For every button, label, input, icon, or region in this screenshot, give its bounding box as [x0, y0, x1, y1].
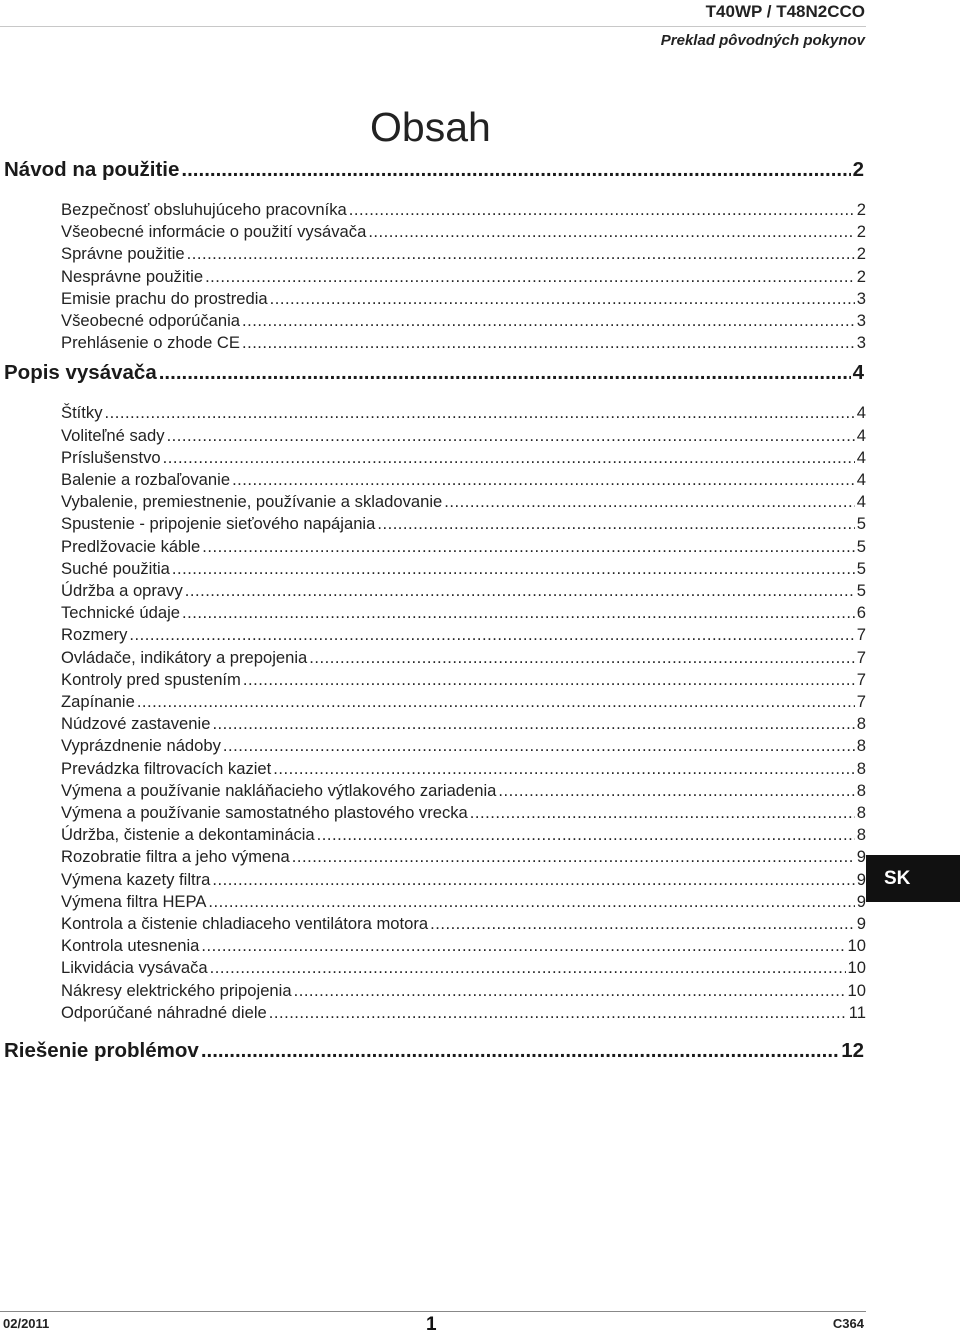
toc-entry-title: Výmena filtra HEPA: [61, 891, 207, 911]
toc-entry-title: Prevádzka filtrovacích kaziet: [61, 758, 272, 778]
toc-entry[interactable]: [61, 914, 866, 934]
toc-entry-title: Správne použitie: [61, 244, 185, 264]
toc-leader-dots: [242, 333, 855, 353]
toc-leader-dots: [430, 914, 855, 934]
toc-entry[interactable]: [61, 670, 866, 690]
toc-entry-page: 8: [856, 714, 866, 734]
toc-leader-dots: [187, 244, 855, 264]
toc-entry-title: Prehlásenie o zhode CE: [61, 333, 240, 353]
toc-entry-title: Technické údaje: [61, 603, 180, 623]
toc-entry-page: 4: [856, 470, 866, 489]
toc-entry-title: Bezpečnosť obsluhujúceho pracovníka: [61, 200, 347, 219]
toc-leader-dots: [269, 1003, 847, 1023]
footer-page-number: 1: [426, 1314, 437, 1335]
toc-entry-title: Emisie prachu do prostredia: [61, 288, 268, 308]
toc-entry-title: Spustenie - pripojenie sieťového napájania: [61, 514, 376, 534]
toc-leader-dots: [470, 803, 855, 823]
toc-leader-dots: [137, 692, 855, 712]
toc-entry-page: 6: [856, 603, 866, 623]
toc-entry[interactable]: [61, 692, 866, 712]
toc-entry[interactable]: [61, 736, 866, 756]
toc-entry[interactable]: [61, 559, 866, 579]
toc-entry-title: Odporúčané náhradné diele: [61, 1002, 267, 1022]
toc-section-entry[interactable]: [4, 361, 864, 385]
toc-entry-title: Príslušenstvo: [61, 447, 161, 467]
toc-entry-page: 4: [856, 403, 866, 423]
toc-leader-dots: [368, 222, 854, 242]
toc-leader-dots: [270, 289, 855, 309]
toc-entry-page: 2: [856, 222, 866, 242]
toc-entry[interactable]: [61, 892, 866, 912]
toc-entry[interactable]: [61, 781, 866, 801]
toc-entry-title: Nákresy elektrického pripojenia: [61, 980, 292, 1000]
toc-leader-dots: [242, 311, 855, 331]
toc-entry-page: 7: [856, 647, 866, 667]
toc-entry-title: Údržba, čistenie a dekontaminácia: [61, 825, 315, 845]
toc-entry-title: Výmena a používanie nakláňacieho výtlakového zariadenia: [61, 780, 497, 800]
toc-leader-dots: [273, 759, 854, 779]
toc-entry-title: Kontroly pred spustením: [61, 669, 241, 689]
toc-entry-title: Nesprávne použitie: [61, 266, 204, 286]
toc-leader-dots: [223, 736, 855, 756]
model-name: T40WP / T48N2CCO: [705, 2, 865, 21]
toc-entry[interactable]: [61, 936, 866, 956]
page-title: Obsah: [370, 104, 491, 150]
toc-entry-title: Riešenie problémov: [4, 1039, 199, 1062]
toc-entry-page: 8: [856, 780, 866, 800]
toc-entry[interactable]: [61, 492, 866, 512]
toc-leader-dots: [212, 870, 854, 890]
toc-entry-page: 5: [856, 514, 866, 534]
toc-entry[interactable]: [61, 267, 866, 287]
toc-entry-page: 7: [856, 625, 866, 645]
toc-entry-page: 4: [856, 425, 866, 445]
toc-entry-title: Všeobecné informácie o použití vysávača: [61, 222, 367, 242]
toc-entry-page: 11: [848, 1002, 866, 1022]
toc-entry-page: 4: [852, 361, 864, 385]
toc-entry-page: 8: [856, 825, 866, 845]
toc-entry-page: 2: [856, 200, 866, 219]
toc-entry[interactable]: [61, 200, 866, 220]
toc-entry-page: 4: [856, 447, 866, 467]
toc-entry-page: 5: [856, 536, 866, 556]
toc-entry-page: 9: [856, 891, 866, 911]
toc-leader-dots: [201, 1039, 839, 1063]
toc-entry-title: Výmena kazety filtra: [61, 869, 211, 889]
toc-entry[interactable]: [61, 426, 866, 446]
toc-entry-title: Kontrola a čistenie chladiaceho ventilátora motora: [61, 914, 429, 933]
toc-entry[interactable]: [61, 1003, 866, 1023]
toc-section-entry[interactable]: [4, 158, 864, 182]
toc-entry[interactable]: [61, 333, 866, 353]
toc-entry[interactable]: [61, 244, 866, 264]
toc-entry-title: Voliteľné sady: [61, 425, 165, 445]
toc-entry-title: Balenie a rozbaľovanie: [61, 470, 231, 489]
toc-entry[interactable]: [61, 847, 866, 867]
toc-entry-page: 12: [841, 1039, 864, 1062]
toc-leader-dots: [232, 470, 855, 490]
toc-entry[interactable]: [61, 222, 866, 242]
toc-entry-page: 8: [856, 803, 866, 822]
toc-entry-page: 3: [856, 311, 866, 330]
toc-entry-page: 3: [856, 333, 866, 353]
toc-entry-title: Núdzové zastavenie: [61, 714, 211, 734]
toc-entry-title: Likvidácia vysávača: [61, 958, 208, 978]
document-subtitle: Preklad pôvodných pokynov: [660, 32, 865, 49]
toc-entry-page: 2: [852, 158, 864, 181]
toc-entry[interactable]: [61, 981, 866, 1001]
toc-entry[interactable]: [61, 581, 866, 601]
toc-leader-dots: [182, 603, 855, 623]
toc-leader-dots: [212, 714, 854, 734]
toc-entry-page: 10: [847, 936, 866, 956]
toc-entry[interactable]: [61, 289, 866, 309]
toc-entry-title: Návod na použitie: [4, 158, 180, 181]
toc-entry[interactable]: [61, 470, 866, 490]
toc-section-entry[interactable]: [4, 1039, 864, 1063]
toc-entry-title: Kontrola utesnenia: [61, 936, 200, 956]
toc-entry-title: Ovládače, indikátory a prepojenia: [61, 647, 308, 667]
toc-leader-dots: [185, 581, 855, 601]
toc-entry[interactable]: [61, 648, 866, 668]
toc-leader-dots: [243, 670, 855, 690]
toc-entry-page: 9: [856, 847, 866, 867]
toc-entry[interactable]: [61, 403, 866, 423]
toc-entry[interactable]: [61, 803, 866, 823]
language-tab: SK: [866, 855, 960, 902]
toc-entry-page: 5: [856, 558, 866, 578]
toc-leader-dots: [292, 847, 855, 867]
toc-entry-page: 5: [856, 581, 866, 600]
toc-leader-dots: [377, 514, 854, 534]
toc-entry-page: 10: [847, 980, 866, 1000]
toc-entry-page: 9: [856, 869, 866, 889]
toc-entry-title: Rozmery: [61, 625, 128, 645]
toc-leader-dots: [208, 892, 854, 912]
toc-entry[interactable]: [61, 625, 866, 645]
toc-leader-dots: [167, 426, 855, 446]
toc-entry[interactable]: [61, 714, 866, 734]
toc-entry-page: 3: [856, 288, 866, 308]
toc-entry-title: Predlžovacie káble: [61, 536, 201, 556]
toc-leader-dots: [202, 537, 854, 557]
toc-leader-dots: [181, 158, 850, 182]
toc-leader-dots: [205, 267, 855, 287]
toc-entry-title: Popis vysávača: [4, 361, 157, 385]
toc-entry-title: Zapínanie: [61, 692, 135, 711]
toc-leader-dots: [210, 958, 846, 978]
toc-entry[interactable]: [61, 603, 866, 623]
toc-entry[interactable]: [61, 825, 866, 845]
toc-entry[interactable]: [61, 870, 866, 890]
toc-entry-title: Údržba a opravy: [61, 581, 183, 600]
toc-entry-title: Vyprázdnenie nádoby: [61, 736, 221, 756]
toc-leader-dots: [159, 361, 851, 385]
toc-entry-page: 7: [856, 669, 866, 689]
toc-leader-dots: [201, 936, 845, 956]
toc-entry-title: Štítky: [61, 403, 103, 423]
toc-entry-page: 4: [856, 492, 866, 512]
toc-leader-dots: [105, 403, 855, 423]
toc-entry-page: 7: [856, 692, 866, 711]
toc-entry[interactable]: [61, 448, 866, 468]
toc-entry-page: 8: [856, 758, 866, 778]
toc-entry-page: 8: [856, 736, 866, 756]
toc-leader-dots: [309, 648, 854, 668]
toc-leader-dots: [294, 981, 846, 1001]
toc-entry-title: Všeobecné odporúčania: [61, 311, 240, 330]
toc-entry[interactable]: [61, 311, 866, 331]
toc-leader-dots: [163, 448, 855, 468]
toc-entry-page: 10: [847, 958, 866, 978]
toc-entry-page: 2: [856, 244, 866, 264]
toc-entry-title: Vybalenie, premiestnenie, používanie a skladovanie: [61, 492, 443, 512]
toc-entry-title: Výmena a používanie samostatného plastového vrecka: [61, 803, 468, 822]
toc-leader-dots: [172, 559, 855, 579]
toc-entry-title: Rozobratie filtra a jeho výmena: [61, 847, 290, 867]
footer-code: C364: [832, 1316, 864, 1331]
toc-entry[interactable]: [61, 958, 866, 978]
toc-leader-dots: [349, 200, 855, 220]
footer-rule: [0, 1311, 866, 1312]
footer-date: 02/2011: [3, 1316, 50, 1331]
toc-leader-dots: [444, 492, 854, 512]
toc-entry-page: 2: [856, 266, 866, 286]
toc-entry-title: Suché použitia: [61, 558, 170, 578]
toc-entry-page: 9: [856, 914, 866, 933]
toc-entry[interactable]: [61, 514, 866, 534]
toc-leader-dots: [317, 825, 855, 845]
toc-entry[interactable]: [61, 537, 866, 557]
toc-leader-dots: [498, 781, 854, 801]
toc-leader-dots: [129, 625, 854, 645]
toc-entry[interactable]: [61, 759, 866, 779]
